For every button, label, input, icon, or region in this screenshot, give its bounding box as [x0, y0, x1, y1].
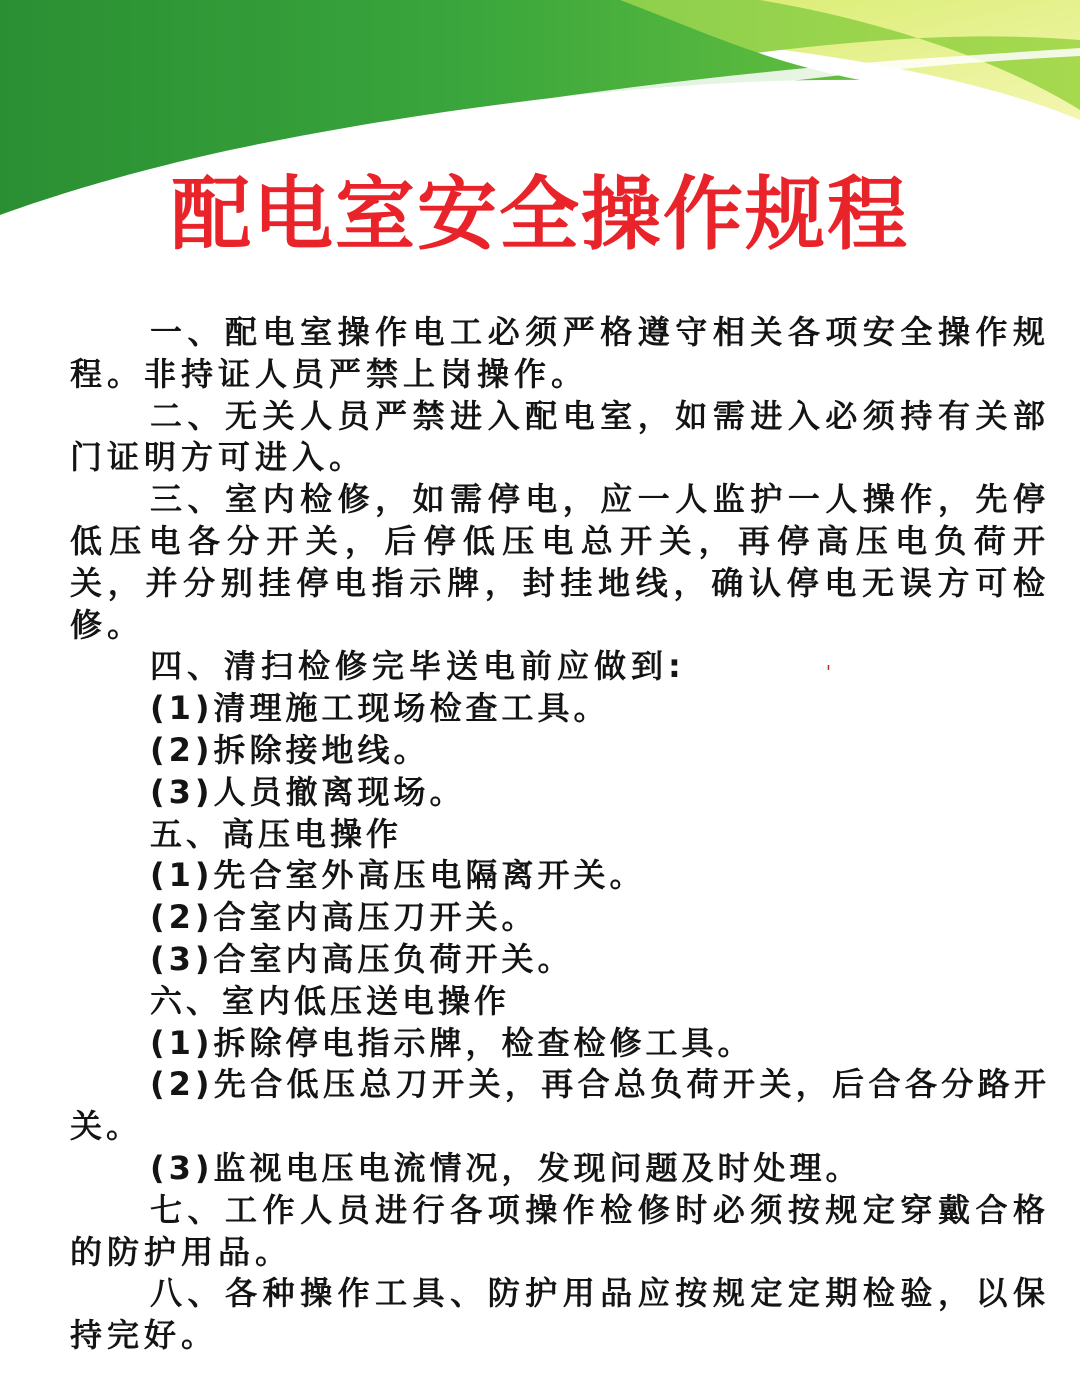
regulation-8: 八、各种操作工具、防护用品应按规定定期检验，以保持完好。	[70, 1274, 1050, 1355]
regulation-4-step-3: (3)人员撤离现场。	[150, 772, 466, 811]
regulation-6-step-2: (2)先合低压总刀开关，再合总负荷开关，后合各分路开关。	[70, 1065, 1050, 1146]
regulation-4-step-2: (2)拆除接地线。	[150, 730, 430, 769]
regulation-5-step-1: (1)先合室外高压电隔离开关。	[150, 856, 646, 895]
regulation-1: 一、配电室操作电工必须严格遵守相关各项安全操作规程。非持证人员严禁上岗操作。	[70, 313, 1050, 393]
regulation-2: 二、无关人员严禁进入配电室，如需进入必须持有关部门证明方可进入。	[70, 396, 1050, 477]
stray-mark: '	[826, 662, 831, 683]
regulation-7: 七、工作人员进行各项操作检修时必须按规定穿戴合格的防护用品。	[70, 1190, 1050, 1271]
regulation-5-heading: 五、高压电操作	[150, 814, 403, 853]
regulation-3: 三、室内检修，如需停电，应一人监护一人操作，先停低压电各分开关，后停低压电总开关，再停高压电负荷开关，并分别挂停电指示牌，封挂地线，确认停电无误方可检修。	[70, 480, 1050, 644]
regulation-6-step-1: (1)拆除停电指示牌，检查检修工具。	[150, 1023, 754, 1062]
regulations-body	[70, 312, 1050, 1357]
sign-title: 配电室安全操作规程	[171, 168, 909, 261]
regulation-5-step-3: (3)合室内高压负荷开关。	[150, 939, 574, 978]
regulation-6-step-3: (3)监视电压电流情况，发现问题及时处理。	[150, 1148, 862, 1187]
regulation-4-heading: 四、清扫检修完毕送电前应做到:	[150, 647, 686, 686]
regulation-6-heading: 六、室内低压送电操作	[150, 981, 511, 1020]
regulation-4-step-1: (1)清理施工现场检查工具。	[150, 689, 610, 728]
regulation-5-step-2: (2)合室内高压刀开关。	[150, 898, 538, 937]
